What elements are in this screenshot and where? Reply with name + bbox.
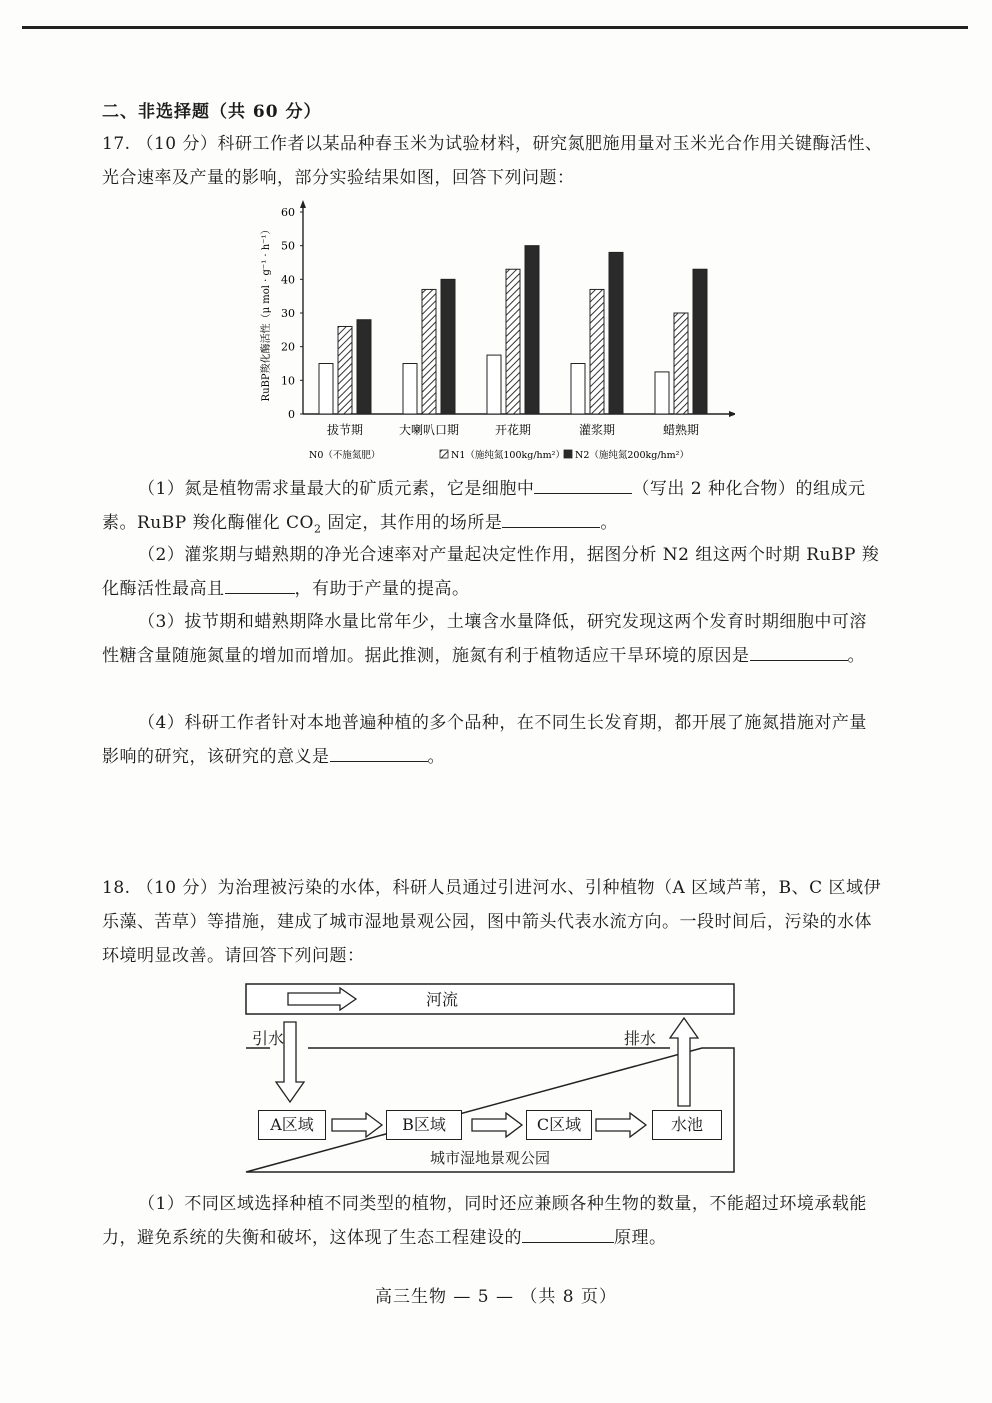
q17-p1-text-b: （写出 2 种化合物）的组成元素。RuBP 羧化酶催化 CO [102,479,866,533]
y-tick-label: 30 [281,307,295,320]
chart-bar [693,269,707,414]
flow-arrow-icon [596,1113,646,1137]
q17-intro: 17. （10 分）科研工作者以某品种春玉米为试验材料，研究氮肥施用量对玉米光合作用关键酶活性、光合速率及产量的影响，部分实验结果如图，回答下列问题： [102,134,883,188]
legend-swatch [440,450,448,458]
q17-p2-text-a: （2）灌浆期与蜡熟期的净光合速率对产量起决定性作用，据图分析 N2 组这两个时期 RuBP 羧化酶活性最高且 [102,545,880,599]
q17-p1-text-a: （1）氮是植物需求量最大的矿质元素，它是细胞中 [138,479,535,499]
q17-p1-sub: 2 [313,522,322,536]
y-axis-arrow-icon [300,200,306,208]
q17-part2 [102,538,884,606]
x-axis-arrow-icon [729,411,735,417]
chart-bar [403,364,417,415]
chart-bar [441,279,455,414]
chart-bar [655,372,669,414]
y-tick-label: 0 [288,408,295,421]
y-tick-label: 10 [281,374,295,388]
outflow-arrow-icon [670,1018,698,1106]
q18-p1-text-a: （1）不同区域选择种植不同类型的植物，同时还应兼顾各种生物的数量，不能超过环境承载能力，避免系统的失衡和破坏，这体现了生态工程建设的 [102,1194,867,1248]
y-tick-label: 50 [281,239,295,253]
zone-b-box: B区域 [386,1110,462,1140]
answer-blank-3[interactable] [225,575,295,594]
q17-p4-text-b: 。 [427,747,445,767]
zone-c-box: C区域 [526,1110,592,1140]
x-tick-label: 大喇叭口期 [398,423,460,437]
chart-bar [357,320,371,414]
q17-part4 [102,706,884,774]
x-tick-label: 拔节期 [326,423,364,437]
answer-blank-2[interactable] [502,509,600,528]
x-tick-label: 开花期 [494,423,532,437]
chart-bar [525,246,539,414]
q18-part1 [102,1187,884,1255]
zone-a-box: A区域 [258,1110,326,1140]
y-tick-label: 40 [281,273,295,287]
y-tick-label: 60 [281,206,295,219]
pool-box: 水池 [652,1110,722,1140]
q17-part3 [102,605,884,673]
answer-blank-6[interactable] [522,1224,614,1243]
answer-blank-1[interactable] [534,475,632,494]
x-tick-label: 蜡熟期 [662,423,700,437]
chart-bar [319,364,333,415]
chart-bar [506,269,520,414]
q17-p4-text-a: （4）科研工作者针对本地普遍种植的多个品种，在不同生长发育期，都开展了施氮措施对产量影响的研究，该研究的意义是 [102,713,867,767]
q18-p1-text-b: 原理。 [614,1228,667,1248]
park-label: 城市湿地景观公园 [429,1149,550,1167]
legend-entry: N2（施纯氮200kg/hm²） [575,450,689,461]
q18-intro: 18. （10 分）为治理被污染的水体，科研人员通过引进河水、引种植物（A 区域芦苇，B、C 区域伊乐藻、苦草）等措施，建成了城市湿地景观公园，图中箭头代表水流方向。一段时间后，污染的水体环境明显改善。请回答下列问题： [102,878,882,966]
answer-blank-4[interactable] [750,642,848,661]
chart-bar [609,252,623,414]
chart-bar [590,289,604,414]
y-axis-label: RuBP羧化酶活性（μ mol · g⁻¹ · h⁻¹） [261,224,272,402]
q17-p3-text-a: （3）拔节期和蜡熟期降水量比常年少，土壤含水量降低，研究发现这两个发育时期细胞中可溶性糖含量随施氮量的增加而增加。据此推测，施氮有利于植物适应干旱环境的原因是 [102,612,867,666]
legend-swatch [564,450,572,458]
chart-bar [422,289,436,414]
outflow-label: 排水 [624,1029,657,1048]
page-footer: 高三生物 — 5 — （共 8 页） [374,1287,618,1307]
q17-p2-text-b: ，有助于产量的提高。 [294,579,470,599]
legend-entry: N1（施纯氮100kg/hm²） [451,450,565,461]
river-label: 河流 [426,990,459,1009]
y-tick-label: 20 [281,340,295,354]
inflow-label: 引水 [252,1029,285,1048]
legend-entry: N0（不施氮肥） [309,450,381,461]
rubp-bar-chart [255,198,735,474]
q17-p1-text-c: 固定，其作用的场所是 [321,513,503,533]
q17-part1 [102,472,884,546]
section-title: 二、非选择题（共 60 分） [102,102,322,122]
x-tick-label: 灌浆期 [578,423,616,437]
answer-blank-5[interactable] [330,743,428,762]
chart-bar [674,313,688,414]
q17-p3-text-b: 。 [847,646,865,666]
q17-p1-text-d: 。 [600,513,618,533]
chart-bar [487,355,501,414]
flow-arrow-icon [472,1113,522,1137]
chart-bar [338,326,352,414]
wetland-diagram [240,982,740,1178]
top-rule [22,26,968,29]
chart-bar [571,364,585,415]
flow-arrow-icon [332,1113,382,1137]
